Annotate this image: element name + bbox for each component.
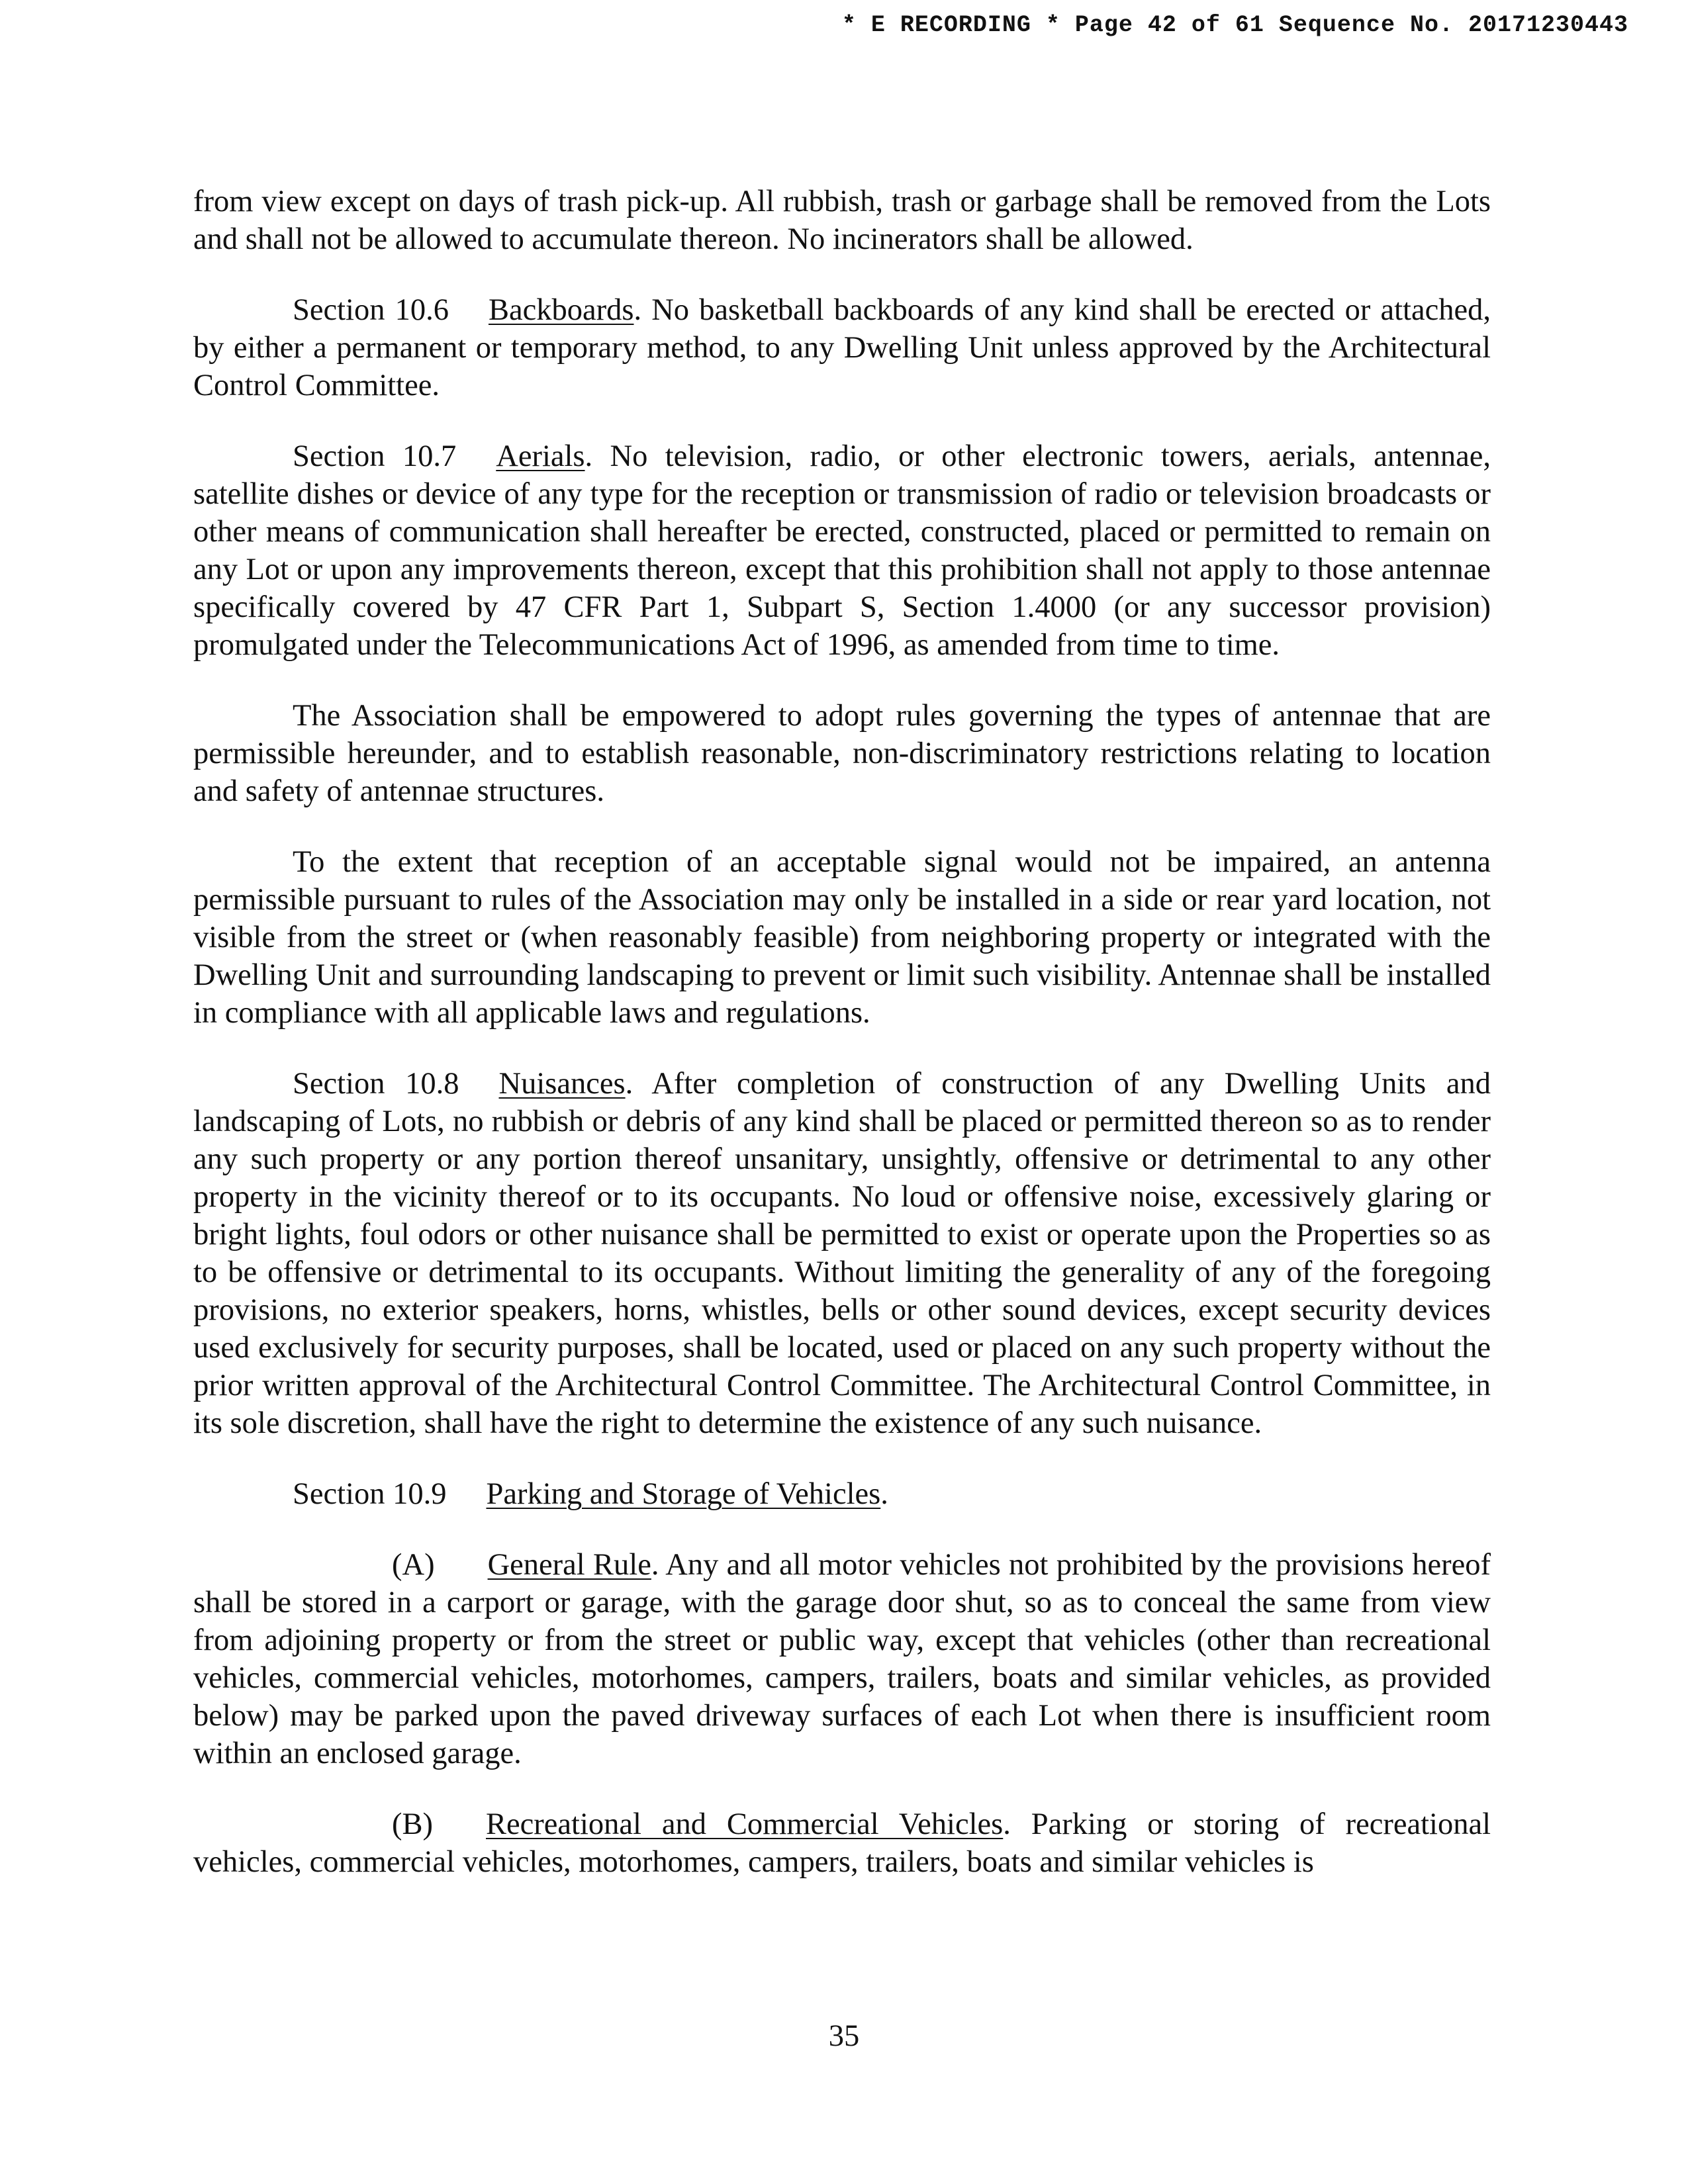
- section-heading: Parking and Storage of Vehicles: [486, 1477, 881, 1511]
- subsection-heading: General Rule: [487, 1548, 651, 1582]
- page-number: 35: [828, 2019, 860, 2053]
- section-heading: Backboards: [488, 293, 634, 327]
- section-10-9-parking: Section 10.9 Parking and Storage of Vehicles.: [293, 1477, 888, 1511]
- section-heading: Aerials: [496, 439, 585, 473]
- section-number: Section 10.6: [293, 293, 449, 327]
- subsection-heading: Recreational and Commercial Vehicles: [486, 1807, 1004, 1841]
- section-number: Section 10.7: [293, 439, 457, 473]
- section-10-6-backboards: Section 10.6 Backboards. No basketball backboards of any kind shall be erected or attached, by either a permanent or temporary method, to any Dwelling Unit unless approved by the Architectural Control Committee.: [193, 293, 1491, 402]
- section-10-8-nuisances: Section 10.8 Nuisances. After completion of construction of any Dwelling Units and landscaping of Lots, no rubbish or debris of any kind shall be placed or permitted thereon so as to render any such property or any portion thereof unsanitary, unsightly, offensive or detrimental to any other property in the vicinity thereof or to its occupants. No loud or offensive noise, excessively glaring or bright lights, foul odors or other nuisance shall be permitted to exist or operate upon the Properties so as to be offensive or detrimental to its occupants. Without limiting the generality of any of the foregoing provisions, no exterior speakers, horns, whistles, bells or other sound devices, except security devices used exclusively for security purposes, shall be located, used or placed on any such property without the prior written approval of the Architectural Control Committee. The Architectural Control Committee, in its sole discretion, shall have the right to determine the existence of any such nuisance.: [193, 1067, 1491, 1440]
- subsection-a-general-rule: (A) General Rule. Any and all motor vehicles not prohibited by the provisions hereof shall be stored in a carport or garage, with the garage door shut, so as to conceal the same from view from adjoining property or from the street or public way, except that vehicles (other than recreational vehicles, commercial vehicles, motorhomes, campers, trailers, boats and similar vehicles, as provided below) may be parked upon the paved driveway surfaces of each Lot when there is insufficient room within an enclosed garage.: [193, 1548, 1491, 1770]
- document-body: [193, 183, 1491, 1914]
- paragraph-antennae-rules: The Association shall be empowered to adopt rules governing the types of antennae that are permissible hereunder, and to establish reasonable, non-discriminatory restrictions relating to location and safety of antennae structures.: [193, 699, 1491, 808]
- recording-stamp: * E RECORDING * Page 42 of 61 Sequence No. 20171230443: [841, 12, 1628, 38]
- subsection-b-recreational-vehicles: (B) Recreational and Commercial Vehicles. Parking or storing of recreational vehicles, commercial vehicles, motorhomes, campers, trailers, boats and similar vehicles is: [193, 1807, 1491, 1879]
- paragraph-antenna-location: To the extent that reception of an acceptable signal would not be impaired, an antenna permissible pursuant to rules of the Association may only be installed in a side or rear yard location, not visible from the street or (when reasonably feasible) from neighboring property or integrated with the Dwelling Unit and surrounding landscaping to prevent or limit such visibility. Antennae shall be installed in compliance with all applicable laws and regulations.: [193, 845, 1491, 1030]
- subsection-label: (A): [392, 1548, 435, 1582]
- section-10-7-aerials: Section 10.7 Aerials. No television, radio, or other electronic towers, aerials, antennae, satellite dishes or device of any type for the reception or transmission of radio or television broadcasts or other means of communication shall hereafter be erected, constructed, placed or permitted to remain on any Lot or upon any improvements thereon, except that this prohibition shall not apply to those antennae specifically covered by 47 CFR Part 1, Subpart S, Section 1.4000 (or any successor provision) promulgated under the Telecommunications Act of 1996, as amended from time to time.: [193, 439, 1491, 662]
- subsection-label: (B): [392, 1807, 433, 1841]
- section-number: Section 10.9: [293, 1477, 447, 1511]
- paragraph-trash: from view except on days of trash pick-up. All rubbish, trash or garbage shall be removed from the Lots and shall not be allowed to accumulate thereon. No incinerators shall be allowed.: [193, 185, 1491, 256]
- section-heading: Nuisances: [498, 1067, 626, 1101]
- section-number: Section 10.8: [293, 1067, 459, 1101]
